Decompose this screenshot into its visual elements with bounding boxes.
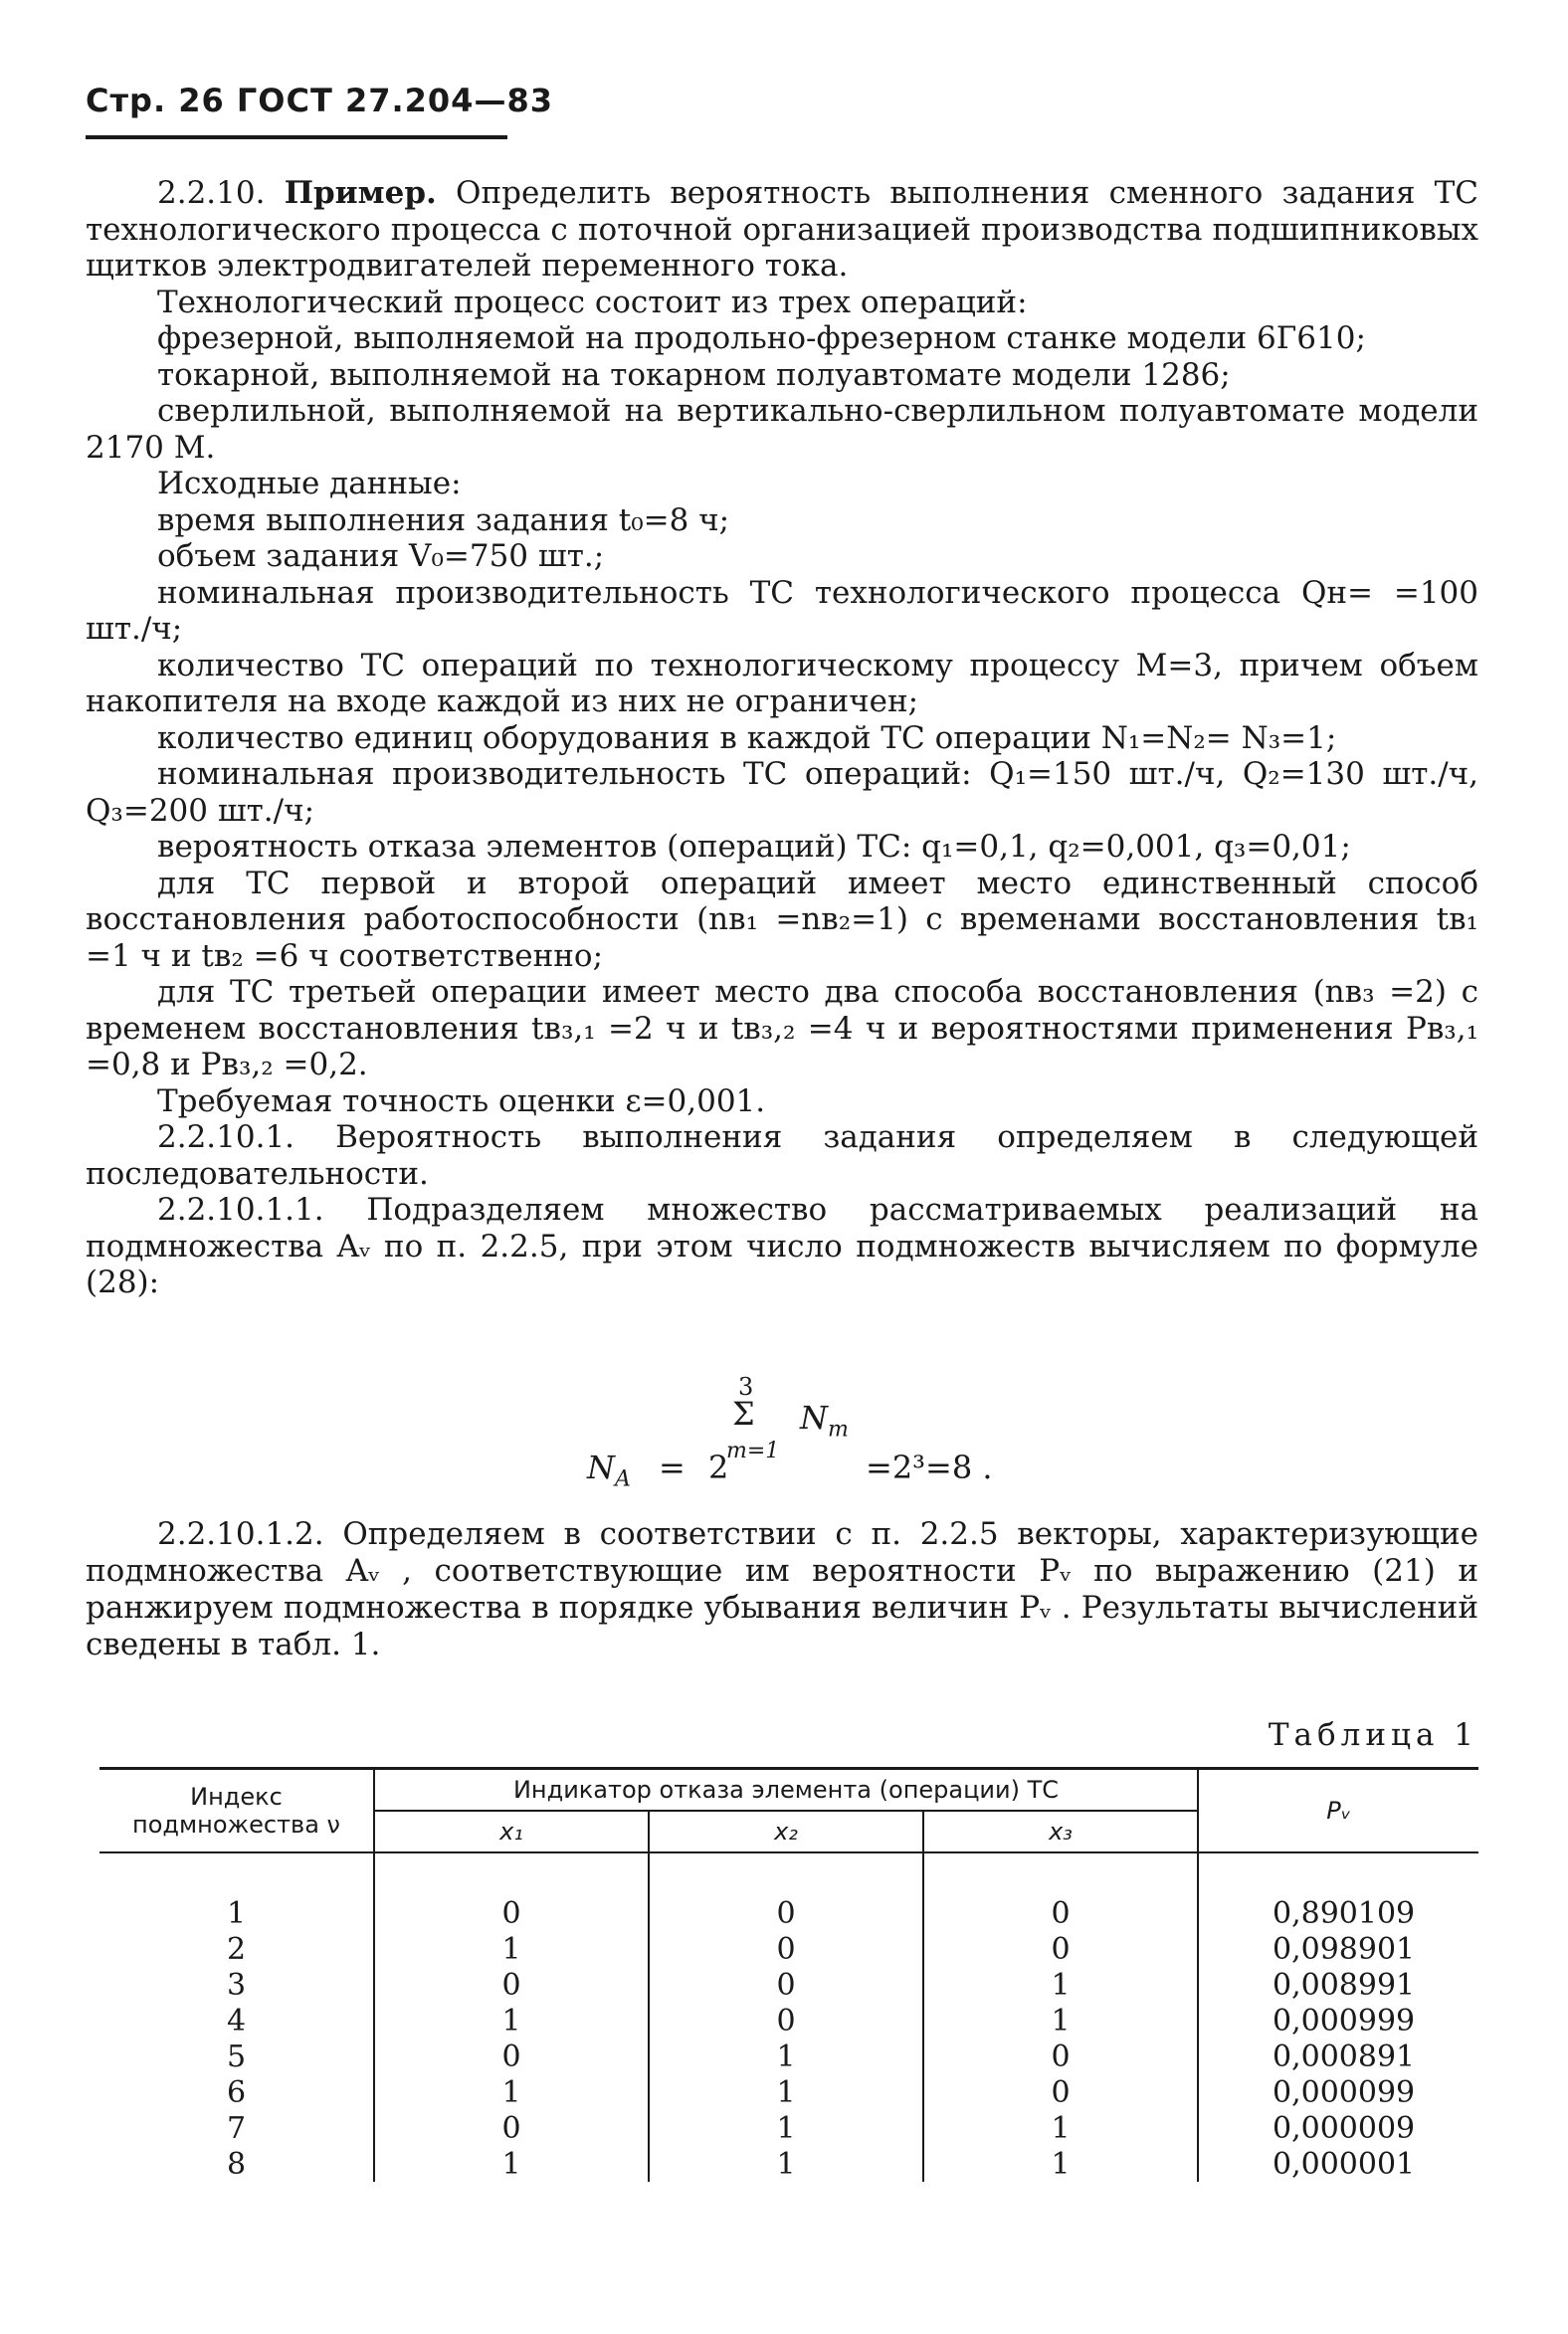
paragraph: Исходные данные: [157, 466, 462, 501]
cell-index: 4 [226, 2003, 247, 2039]
header-rule [86, 135, 507, 139]
paragraph: количество единиц оборудования в каждой ТС операции N₁=N₂= N₃=1; [157, 719, 1337, 756]
header-x1: x₁ [374, 1811, 649, 1852]
formula-sum-symbol: Σ [732, 1395, 755, 1433]
table-row [99, 2146, 1478, 2182]
header-failure-indicator: Индикатор отказа элемента (операции) ТС [374, 1769, 1198, 1812]
cell-x1: 0 [374, 1967, 649, 2003]
cell-x1: 1 [374, 2074, 649, 2110]
paragraph: токарной, выполняемой на токарном полуавтомате модели 1286; [157, 356, 1231, 393]
header-x3: x₃ [923, 1811, 1198, 1852]
cell-x3: 1 [923, 1967, 1198, 2003]
paragraph: сверлильной, выполняемой на вертикально-сверлильном полуавтомате модели 2170 М. [86, 393, 1478, 466]
cell-index: 6 [226, 2074, 247, 2110]
cell-probability: 0,098901 [1198, 1931, 1478, 1967]
header-index: Индекс подмножества ν [99, 1769, 374, 1853]
cell-probability: 0,000001 [1198, 2146, 1478, 2182]
cell-index: 2 [226, 1931, 247, 1967]
formula-28 [587, 1373, 1084, 1502]
header-probability: Pᵥ [1198, 1769, 1478, 1853]
paragraph: Технологический процесс состоит из трех операций: [157, 284, 1028, 320]
paragraph: Требуемая точность оценки ε=0,001. [157, 1082, 766, 1119]
cell-x3: 0 [923, 1852, 1198, 1931]
cell-x2: 1 [649, 2110, 923, 2146]
cell-x1: 0 [374, 2039, 649, 2074]
cell-x1: 1 [374, 2003, 649, 2039]
table-row [99, 2074, 1478, 2110]
table-row [99, 1967, 1478, 2003]
cell-x3: 0 [923, 2039, 1198, 2074]
cell-x1: 0 [374, 2110, 649, 2146]
cell-x2: 0 [649, 1852, 923, 1931]
paragraph: количество ТС операций по технологическому процессу M=3, причем объем накопителя на входе каждой из них не ограничен; [86, 647, 1478, 719]
cell-probability: 0,000009 [1198, 2110, 1478, 2146]
cell-probability: 0,000891 [1198, 2039, 1478, 2074]
cell-index: 8 [226, 2146, 247, 2182]
paragraph-example: 2.2.10. Пример. Определить вероятность выполнения сменного задания ТС технологического процесса с поточной организацией производства подшипниковых щитков электродвигателей переменного тока. [86, 175, 1479, 284]
cell-x3: 1 [923, 2110, 1198, 2146]
formula-equals: = [659, 1449, 686, 1486]
paragraph: объем задания V₀=750 шт.; [157, 538, 605, 574]
cell-probability: 0,000999 [1198, 2003, 1478, 2039]
table-caption: Таблица 1 [1268, 1717, 1478, 1753]
formula-sum-top: 3 [738, 1373, 754, 1401]
cell-index: 1 [226, 1895, 247, 1931]
table-row [99, 2003, 1478, 2039]
cell-index: 5 [226, 2039, 247, 2074]
results-table [99, 1767, 1478, 2182]
cell-x1: 1 [374, 1931, 649, 1967]
cell-probability: 0,008991 [1198, 1967, 1478, 2003]
table-row [99, 2039, 1478, 2074]
cell-x1: 1 [374, 2146, 649, 2182]
main-text [86, 175, 1478, 1301]
paragraph: 2.2.10.1. Вероятность выполнения задания определяем в следующей последовательности. [86, 1119, 1478, 1192]
table-row [99, 2110, 1478, 2146]
formula-base: 2 [708, 1449, 729, 1486]
formula-lhs: $N_A$ [587, 1449, 631, 1492]
paragraph: время выполнения задания t₀=8 ч; [157, 501, 730, 538]
cell-x3: 1 [923, 2146, 1198, 2182]
paragraph: для ТС третьей операции имеет место два способа восстановления (nв₃ =2) с временем восстановления tв₃,₁ =2 ч и tв₃,₂ =4 ч и вероятностями применения Pв₃,₁ =0,8 и Pв₃,₂ =0,2. [86, 974, 1478, 1082]
formula-sum-bottom: m=1 [726, 1439, 780, 1463]
paragraph: вероятность отказа элементов (операций) ТС: q₁=0,1, q₂=0,001, q₃=0,01; [157, 829, 1351, 865]
paragraph-after-formula: 2.2.10.1.2. Определяем в соответствии с п. 2.2.5 векторы, характеризующие подмножества Aᵥ , соответствующие им вероятности Pᵥ по выражению (21) и ранжируем подмножества в порядке убывания величин Pᵥ . Результаты вычислений сведены в табл. 1. [86, 1516, 1478, 1662]
paragraph: для ТС первой и второй операций имеет место единственный способ восстановления работоспособности (nв₁ =nв₂=1) с временами восстановления tв₁ =1 ч и tв₂ =6 ч соответственно; [86, 865, 1478, 974]
cell-probability: 0,890109 [1198, 1852, 1478, 1931]
paragraph: 2.2.10.1.1. Подразделяем множество рассматриваемых реализаций на подмножества Aᵥ по п. 2.2.5, при этом число подмножеств вычисляем по формуле (28): [86, 1192, 1478, 1300]
cell-x3: 0 [923, 2074, 1198, 2110]
formula-result: =2³=8 . [866, 1449, 993, 1486]
page-header: Стр. 26 ГОСТ 27.204—83 [86, 82, 553, 119]
cell-index: 7 [226, 2110, 247, 2146]
cell-x1: 0 [374, 1852, 649, 1931]
cell-x2: 0 [649, 1967, 923, 2003]
cell-x2: 1 [649, 2039, 923, 2074]
cell-x3: 0 [923, 1931, 1198, 1967]
cell-x2: 1 [649, 2146, 923, 2182]
formula-sum-term: $N_m$ [800, 1399, 849, 1443]
cell-x2: 0 [649, 2003, 923, 2039]
header-x2: x₂ [649, 1811, 923, 1852]
cell-index: 3 [226, 1967, 247, 2003]
paragraph: номинальная производительность ТС операций: Q₁=150 шт./ч, Q₂=130 шт./ч, Q₃=200 шт./ч; [86, 756, 1478, 829]
cell-x2: 0 [649, 1931, 923, 1967]
paragraph: фрезерной, выполняемой на продольно-фрезерном станке модели 6Г610; [157, 320, 1366, 356]
paragraph: номинальная производительность ТС технологического процесса Qн= =100 шт./ч; [86, 574, 1478, 647]
cell-x2: 1 [649, 2074, 923, 2110]
cell-x3: 1 [923, 2003, 1198, 2039]
table-row [99, 1852, 1478, 1931]
table-row [99, 1931, 1478, 1967]
cell-probability: 0,000099 [1198, 2074, 1478, 2110]
